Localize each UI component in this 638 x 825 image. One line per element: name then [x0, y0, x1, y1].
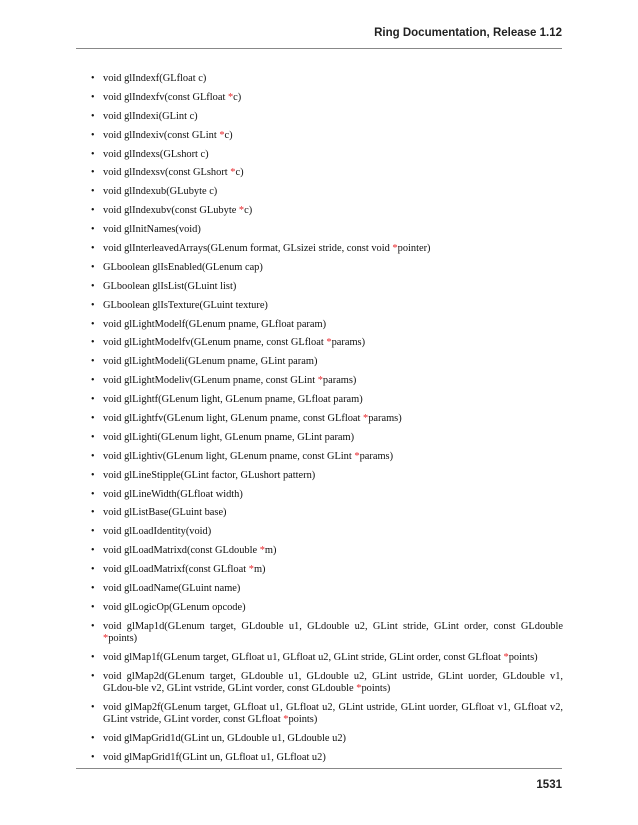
- list-item: • void glLogicOp(GLenum opcode): [91, 601, 246, 613]
- pointer-asterisk: *: [283, 714, 289, 726]
- list-item: • void glMap2f(GLenum target, GLfloat u1, GLfloat u2, GLint ustride, GLint uorder, GLfloat v1, GLfloat v2, GLint vstride, GLint vorder, const GLfloat *points): [91, 702, 563, 726]
- bullet-icon: •: [91, 337, 95, 349]
- list-item: • void glLightModeliv(GLenum pname, const GLint *params): [91, 375, 357, 387]
- pointer-asterisk: *: [317, 375, 323, 387]
- list-item: • void glMap1d(GLenum target, GLdouble u1, GLdouble u2, GLint stride, GLint order, const GLdouble *points): [91, 620, 563, 645]
- list-item: • void glListBase(GLuint base): [91, 507, 227, 519]
- list-item: • void glMapGrid1f(GLint un, GLfloat u1, GLfloat u2): [91, 752, 326, 764]
- list-item: • GLboolean glIsEnabled(GLenum cap): [91, 261, 263, 273]
- list-item: • void glLineWidth(GLfloat width): [91, 488, 243, 500]
- bullet-icon: •: [91, 526, 95, 538]
- bullet-icon: •: [91, 91, 95, 103]
- list-item: • void glIndexubv(const GLubyte *c): [91, 205, 253, 217]
- list-item: • void glLoadIdentity(void): [91, 526, 212, 538]
- bullet-icon: •: [91, 469, 95, 481]
- bullet-icon: •: [91, 110, 95, 122]
- list-item: • void glIndexsv(const GLshort *c): [91, 167, 244, 179]
- list-item: • void glLoadName(GLuint name): [91, 583, 241, 595]
- bullet-icon: •: [91, 601, 95, 613]
- pointer-asterisk: *: [392, 243, 398, 255]
- list-item: • void glIndexiv(const GLint *c): [91, 129, 233, 141]
- pointer-asterisk: *: [259, 545, 265, 557]
- header-divider: [76, 48, 562, 49]
- page-number: 1531: [536, 779, 562, 791]
- list-item: • void glIndexub(GLubyte c): [91, 186, 218, 198]
- bullet-icon: •: [91, 167, 95, 179]
- bullet-icon: •: [91, 243, 95, 255]
- bullet-icon: •: [91, 507, 95, 519]
- list-item: • void glLoadMatrixf(const GLfloat *m): [91, 564, 266, 576]
- list-item: • void glLoadMatrixd(const GLdouble *m): [91, 545, 277, 557]
- bullet-icon: •: [91, 545, 95, 557]
- function-signature-list: [91, 73, 563, 771]
- bullet-icon: •: [91, 488, 95, 500]
- bullet-icon: •: [91, 733, 95, 745]
- pointer-asterisk: *: [219, 129, 225, 141]
- list-item: • void glInterleavedArrays(GLenum format, GLsizei stride, const void *pointer): [91, 243, 431, 255]
- pointer-asterisk: *: [238, 205, 245, 217]
- list-item: • void glLightModelf(GLenum pname, GLfloat param): [91, 318, 327, 330]
- bullet-icon: •: [91, 564, 95, 576]
- bullet-icon: •: [91, 431, 95, 443]
- pointer-asterisk: *: [503, 652, 509, 664]
- bullet-icon: •: [91, 394, 95, 406]
- bullet-icon: •: [91, 205, 95, 217]
- bullet-icon: •: [91, 261, 95, 273]
- bullet-icon: •: [91, 583, 95, 595]
- bullet-icon: •: [91, 299, 95, 311]
- running-header-title: Ring Documentation, Release 1.12: [374, 27, 562, 39]
- bullet-icon: •: [91, 752, 95, 764]
- bullet-icon: •: [91, 620, 95, 632]
- bullet-icon: •: [91, 413, 95, 425]
- pointer-asterisk: *: [248, 564, 254, 576]
- bullet-icon: •: [91, 652, 95, 664]
- bullet-icon: •: [91, 702, 95, 714]
- list-item: • void glLineStipple(GLint factor, GLushort pattern): [91, 469, 316, 481]
- pointer-asterisk: *: [363, 413, 369, 425]
- list-item: • void glInitNames(void): [91, 224, 201, 236]
- bullet-icon: •: [91, 450, 95, 462]
- bullet-icon: •: [91, 73, 95, 84]
- list-item: • void glIndexi(GLint c): [91, 110, 198, 122]
- bullet-icon: •: [91, 224, 95, 236]
- pointer-asterisk: *: [227, 91, 234, 103]
- bullet-icon: •: [91, 129, 95, 141]
- bullet-icon: •: [91, 280, 95, 292]
- bullet-icon: •: [91, 148, 95, 160]
- pointer-asterisk: *: [230, 167, 236, 179]
- list-item: • void glLightf(GLenum light, GLenum pname, GLfloat param): [91, 394, 363, 406]
- bullet-icon: •: [91, 186, 95, 198]
- list-item: • void glLightModeli(GLenum pname, GLint param): [91, 356, 318, 368]
- list-item: • void glMap2d(GLenum target, GLdouble u1, GLdouble u2, GLint ustride, GLint uorder, GLdouble v1, GLdou-ble v2, GLint vstride, GLint vorder, const GLdouble *points): [91, 670, 563, 695]
- list-item: • void glIndexf(GLfloat c): [91, 73, 207, 84]
- list-item: • GLboolean glIsTexture(GLuint texture): [91, 299, 268, 311]
- pointer-asterisk: *: [326, 337, 332, 349]
- list-item: • void glLightiv(GLenum light, GLenum pname, const GLint *params): [91, 450, 394, 462]
- bullet-icon: •: [91, 375, 95, 387]
- list-item: • void glMapGrid1d(GLint un, GLdouble u1, GLdouble u2): [91, 733, 346, 745]
- bullet-icon: •: [91, 356, 95, 368]
- pointer-asterisk: *: [356, 683, 362, 695]
- list-item: • void glLightfv(GLenum light, GLenum pname, const GLfloat *params): [91, 413, 402, 425]
- pointer-asterisk: *: [103, 633, 109, 645]
- pointer-asterisk: *: [354, 450, 360, 462]
- footer-divider: [76, 768, 562, 769]
- list-item: • void glMap1f(GLenum target, GLfloat u1, GLfloat u2, GLint stride, GLint order, const GLfloat *points): [91, 652, 538, 664]
- list-item: • GLboolean glIsList(GLuint list): [91, 280, 237, 292]
- bullet-icon: •: [91, 670, 95, 682]
- list-item: • void glLightModelfv(GLenum pname, const GLfloat *params): [91, 337, 366, 349]
- list-item: • void glLighti(GLenum light, GLenum pname, GLint param): [91, 431, 355, 443]
- list-item: • void glIndexs(GLshort c): [91, 148, 209, 160]
- bullet-icon: •: [91, 318, 95, 330]
- list-item: • void glIndexfv(const GLfloat *c): [91, 91, 242, 103]
